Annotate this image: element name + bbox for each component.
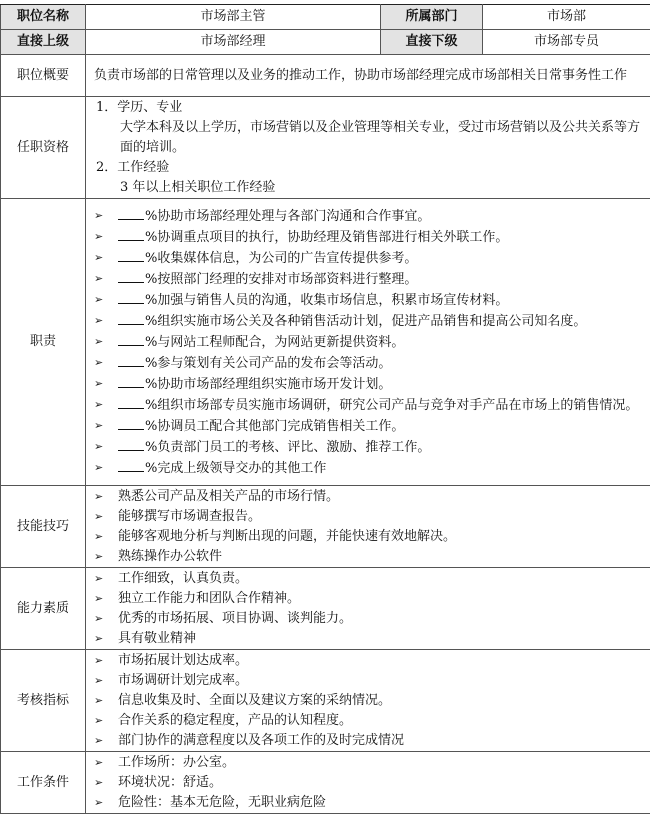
percentage-blank — [118, 206, 144, 220]
arrow-bullet-icon: ➢ — [94, 775, 104, 789]
list-item — [94, 547, 644, 567]
list-item-text: %组织实施市场公关及各种销售活动计划，促进产品销售和提高公司知名度。 — [145, 313, 587, 329]
abilities-label: 能力素质 — [1, 568, 86, 650]
list-item — [94, 248, 644, 269]
arrow-bullet-icon: ➢ — [94, 418, 104, 432]
arrow-bullet-icon: ➢ — [94, 229, 104, 243]
list-item-text: 优秀的市场拓展、项目协调、谈判能力。 — [118, 610, 353, 626]
list-item — [94, 311, 644, 332]
list-item — [94, 527, 644, 547]
arrow-bullet-icon: ➢ — [94, 631, 104, 645]
list-item — [94, 374, 644, 395]
arrow-bullet-icon: ➢ — [94, 355, 104, 369]
list-item-text: %协调重点项目的执行，协助经理及销售部进行相关外联工作。 — [145, 229, 509, 245]
arrow-bullet-icon: ➢ — [94, 673, 104, 687]
list-item-text: %完成上级领导交办的其他工作 — [145, 460, 327, 476]
percentage-blank — [118, 395, 144, 409]
department-value: 市场部 — [483, 5, 650, 30]
percentage-blank — [118, 374, 144, 388]
header-row-1 — [1, 5, 650, 30]
list-item — [94, 290, 644, 311]
list-item-text: 独立工作能力和团队合作精神。 — [118, 590, 301, 606]
arrow-bullet-icon: ➢ — [94, 571, 104, 585]
kpis-content — [86, 650, 650, 752]
skills-content — [86, 486, 650, 568]
arrow-bullet-icon: ➢ — [94, 611, 104, 625]
list-item-text: 熟练操作办公软件 — [118, 548, 223, 564]
arrow-bullet-icon: ➢ — [94, 313, 104, 327]
arrow-bullet-icon: ➢ — [94, 733, 104, 747]
arrow-bullet-icon: ➢ — [94, 376, 104, 390]
list-item-text: 能够撰写市场调查报告。 — [118, 508, 262, 524]
superior-label: 直接上级 — [1, 30, 86, 55]
list-item-text: %按照部门经理的安排对市场部资料进行整理。 — [145, 271, 418, 287]
list-item-text: 能够客观地分析与判断出现的问题，并能快速有效地解决。 — [118, 528, 457, 544]
list-item — [94, 793, 644, 813]
conditions-content — [86, 752, 650, 814]
arrow-bullet-icon: ➢ — [94, 795, 104, 809]
arrow-bullet-icon: ➢ — [94, 397, 104, 411]
arrow-bullet-icon: ➢ — [94, 208, 104, 222]
qualifications-label: 任职资格 — [1, 97, 86, 199]
abilities-content — [86, 568, 650, 650]
qualification-item — [94, 158, 644, 198]
list-item — [94, 353, 644, 374]
percentage-blank — [118, 311, 144, 325]
duties-list — [94, 206, 644, 479]
kpis-label: 考核指标 — [1, 650, 86, 752]
list-item-text: 部门协作的满意程度以及各项工作的及时完成情况 — [118, 732, 405, 748]
percentage-blank — [118, 290, 144, 304]
list-item-text: %协助市场部经理处理与各部门沟通和合作事宜。 — [145, 208, 431, 224]
list-item — [94, 691, 644, 711]
list-item-text: 合作关系的稳定程度，产品的认知程度。 — [118, 712, 353, 728]
list-item-text: 熟悉公司产品及相关产品的市场行情。 — [118, 488, 340, 504]
duties-label: 职责 — [1, 199, 86, 486]
arrow-bullet-icon: ➢ — [94, 292, 104, 306]
position-name-value: 市场部主管 — [86, 5, 381, 30]
percentage-blank — [118, 458, 144, 472]
list-item — [94, 773, 644, 793]
arrow-bullet-icon: ➢ — [94, 653, 104, 667]
conditions-list — [94, 753, 644, 813]
kpis-list — [94, 651, 644, 751]
list-item — [94, 395, 644, 416]
percentage-blank — [118, 332, 144, 346]
conditions-label: 工作条件 — [1, 752, 86, 814]
arrow-bullet-icon: ➢ — [94, 271, 104, 285]
list-item — [94, 711, 644, 731]
list-item — [94, 416, 644, 437]
arrow-bullet-icon: ➢ — [94, 713, 104, 727]
arrow-bullet-icon: ➢ — [94, 509, 104, 523]
arrow-bullet-icon: ➢ — [94, 755, 104, 769]
list-item — [94, 206, 644, 227]
header-row-2 — [1, 30, 650, 55]
arrow-bullet-icon: ➢ — [94, 460, 104, 474]
qualification-title: 1．学历、专业 — [96, 99, 183, 115]
list-item — [94, 269, 644, 290]
list-item-text: %组织市场部专员实施市场调研，研究公司产品与竞争对手产品在市场上的销售情况。 — [145, 397, 639, 413]
abilities-row — [1, 568, 650, 650]
list-item-text: 市场调研计划完成率。 — [118, 672, 249, 688]
overview-label: 职位概要 — [1, 55, 86, 97]
list-item — [94, 569, 644, 589]
list-item-text: %协调员工配合其他部门完成销售相关工作。 — [145, 418, 405, 434]
list-item — [94, 507, 644, 527]
arrow-bullet-icon: ➢ — [94, 250, 104, 264]
list-item-text: 工作细致，认真负责。 — [118, 570, 249, 586]
skills-row — [1, 486, 650, 568]
list-item — [94, 651, 644, 671]
skills-label: 技能技巧 — [1, 486, 86, 568]
list-item — [94, 458, 644, 479]
qualification-title: 2．工作经验 — [96, 159, 170, 175]
list-item-text: %协助市场部经理组织实施市场开发计划。 — [145, 376, 392, 392]
subordinate-value: 市场部专员 — [483, 30, 650, 55]
arrow-bullet-icon: ➢ — [94, 439, 104, 453]
job-description-table — [0, 4, 650, 814]
list-item-text: %与网站工程师配合，为网站更新提供资料。 — [145, 334, 405, 350]
list-item — [94, 332, 644, 353]
percentage-blank — [118, 353, 144, 367]
conditions-row — [1, 752, 650, 814]
abilities-list — [94, 569, 644, 649]
qualification-body: 大学本科及以上学历，市场营销以及企业管理等相关专业，受过市场营销以及公共关系等方面的培训。 — [120, 119, 641, 155]
percentage-blank — [118, 248, 144, 262]
overview-text: 负责市场部的日常管理以及业务的推动工作，协助市场部经理完成市场部相关日常事务性工作 — [86, 55, 650, 97]
subordinate-label: 直接下级 — [381, 30, 483, 55]
list-item — [94, 589, 644, 609]
kpis-row — [1, 650, 650, 752]
superior-value: 市场部经理 — [86, 30, 381, 55]
duties-content — [86, 199, 650, 486]
list-item — [94, 487, 644, 507]
list-item-text: 危险性：基本无危险，无职业病危险 — [118, 794, 327, 810]
list-item — [94, 671, 644, 691]
arrow-bullet-icon: ➢ — [94, 489, 104, 503]
list-item-text: %参与策划有关公司产品的发布会等活动。 — [145, 355, 392, 371]
arrow-bullet-icon: ➢ — [94, 334, 104, 348]
department-label: 所属部门 — [381, 5, 483, 30]
list-item-text: 工作场所：办公室。 — [118, 754, 236, 770]
overview-row — [1, 55, 650, 97]
arrow-bullet-icon: ➢ — [94, 529, 104, 543]
arrow-bullet-icon: ➢ — [94, 591, 104, 605]
list-item-text: 市场拓展计划达成率。 — [118, 652, 249, 668]
list-item-text: 环境状况：舒适。 — [118, 774, 223, 790]
position-name-label: 职位名称 — [1, 5, 86, 30]
list-item — [94, 731, 644, 751]
list-item — [94, 227, 644, 248]
list-item-text: %加强与销售人员的沟通，收集市场信息，积累市场宣传材料。 — [145, 292, 509, 308]
percentage-blank — [118, 269, 144, 283]
arrow-bullet-icon: ➢ — [94, 549, 104, 563]
list-item — [94, 609, 644, 629]
list-item-text: 信息收集及时、全面以及建议方案的采纳情况。 — [118, 692, 392, 708]
list-item — [94, 437, 644, 458]
percentage-blank — [118, 416, 144, 430]
list-item — [94, 753, 644, 773]
list-item — [94, 629, 644, 649]
qualifications-row — [1, 97, 650, 199]
duties-row — [1, 199, 650, 486]
qualifications-content — [86, 97, 650, 199]
percentage-blank — [118, 227, 144, 241]
qualification-item — [94, 98, 644, 158]
list-item-text: %负责部门员工的考核、评比、激励、推荐工作。 — [145, 439, 431, 455]
percentage-blank — [118, 437, 144, 451]
skills-list — [94, 487, 644, 567]
list-item-text: 具有敬业精神 — [118, 630, 197, 646]
list-item-text: %收集媒体信息，为公司的广告宣传提供参考。 — [145, 250, 418, 266]
arrow-bullet-icon: ➢ — [94, 693, 104, 707]
qualification-body: 3 年以上相关职位工作经验 — [120, 179, 276, 195]
